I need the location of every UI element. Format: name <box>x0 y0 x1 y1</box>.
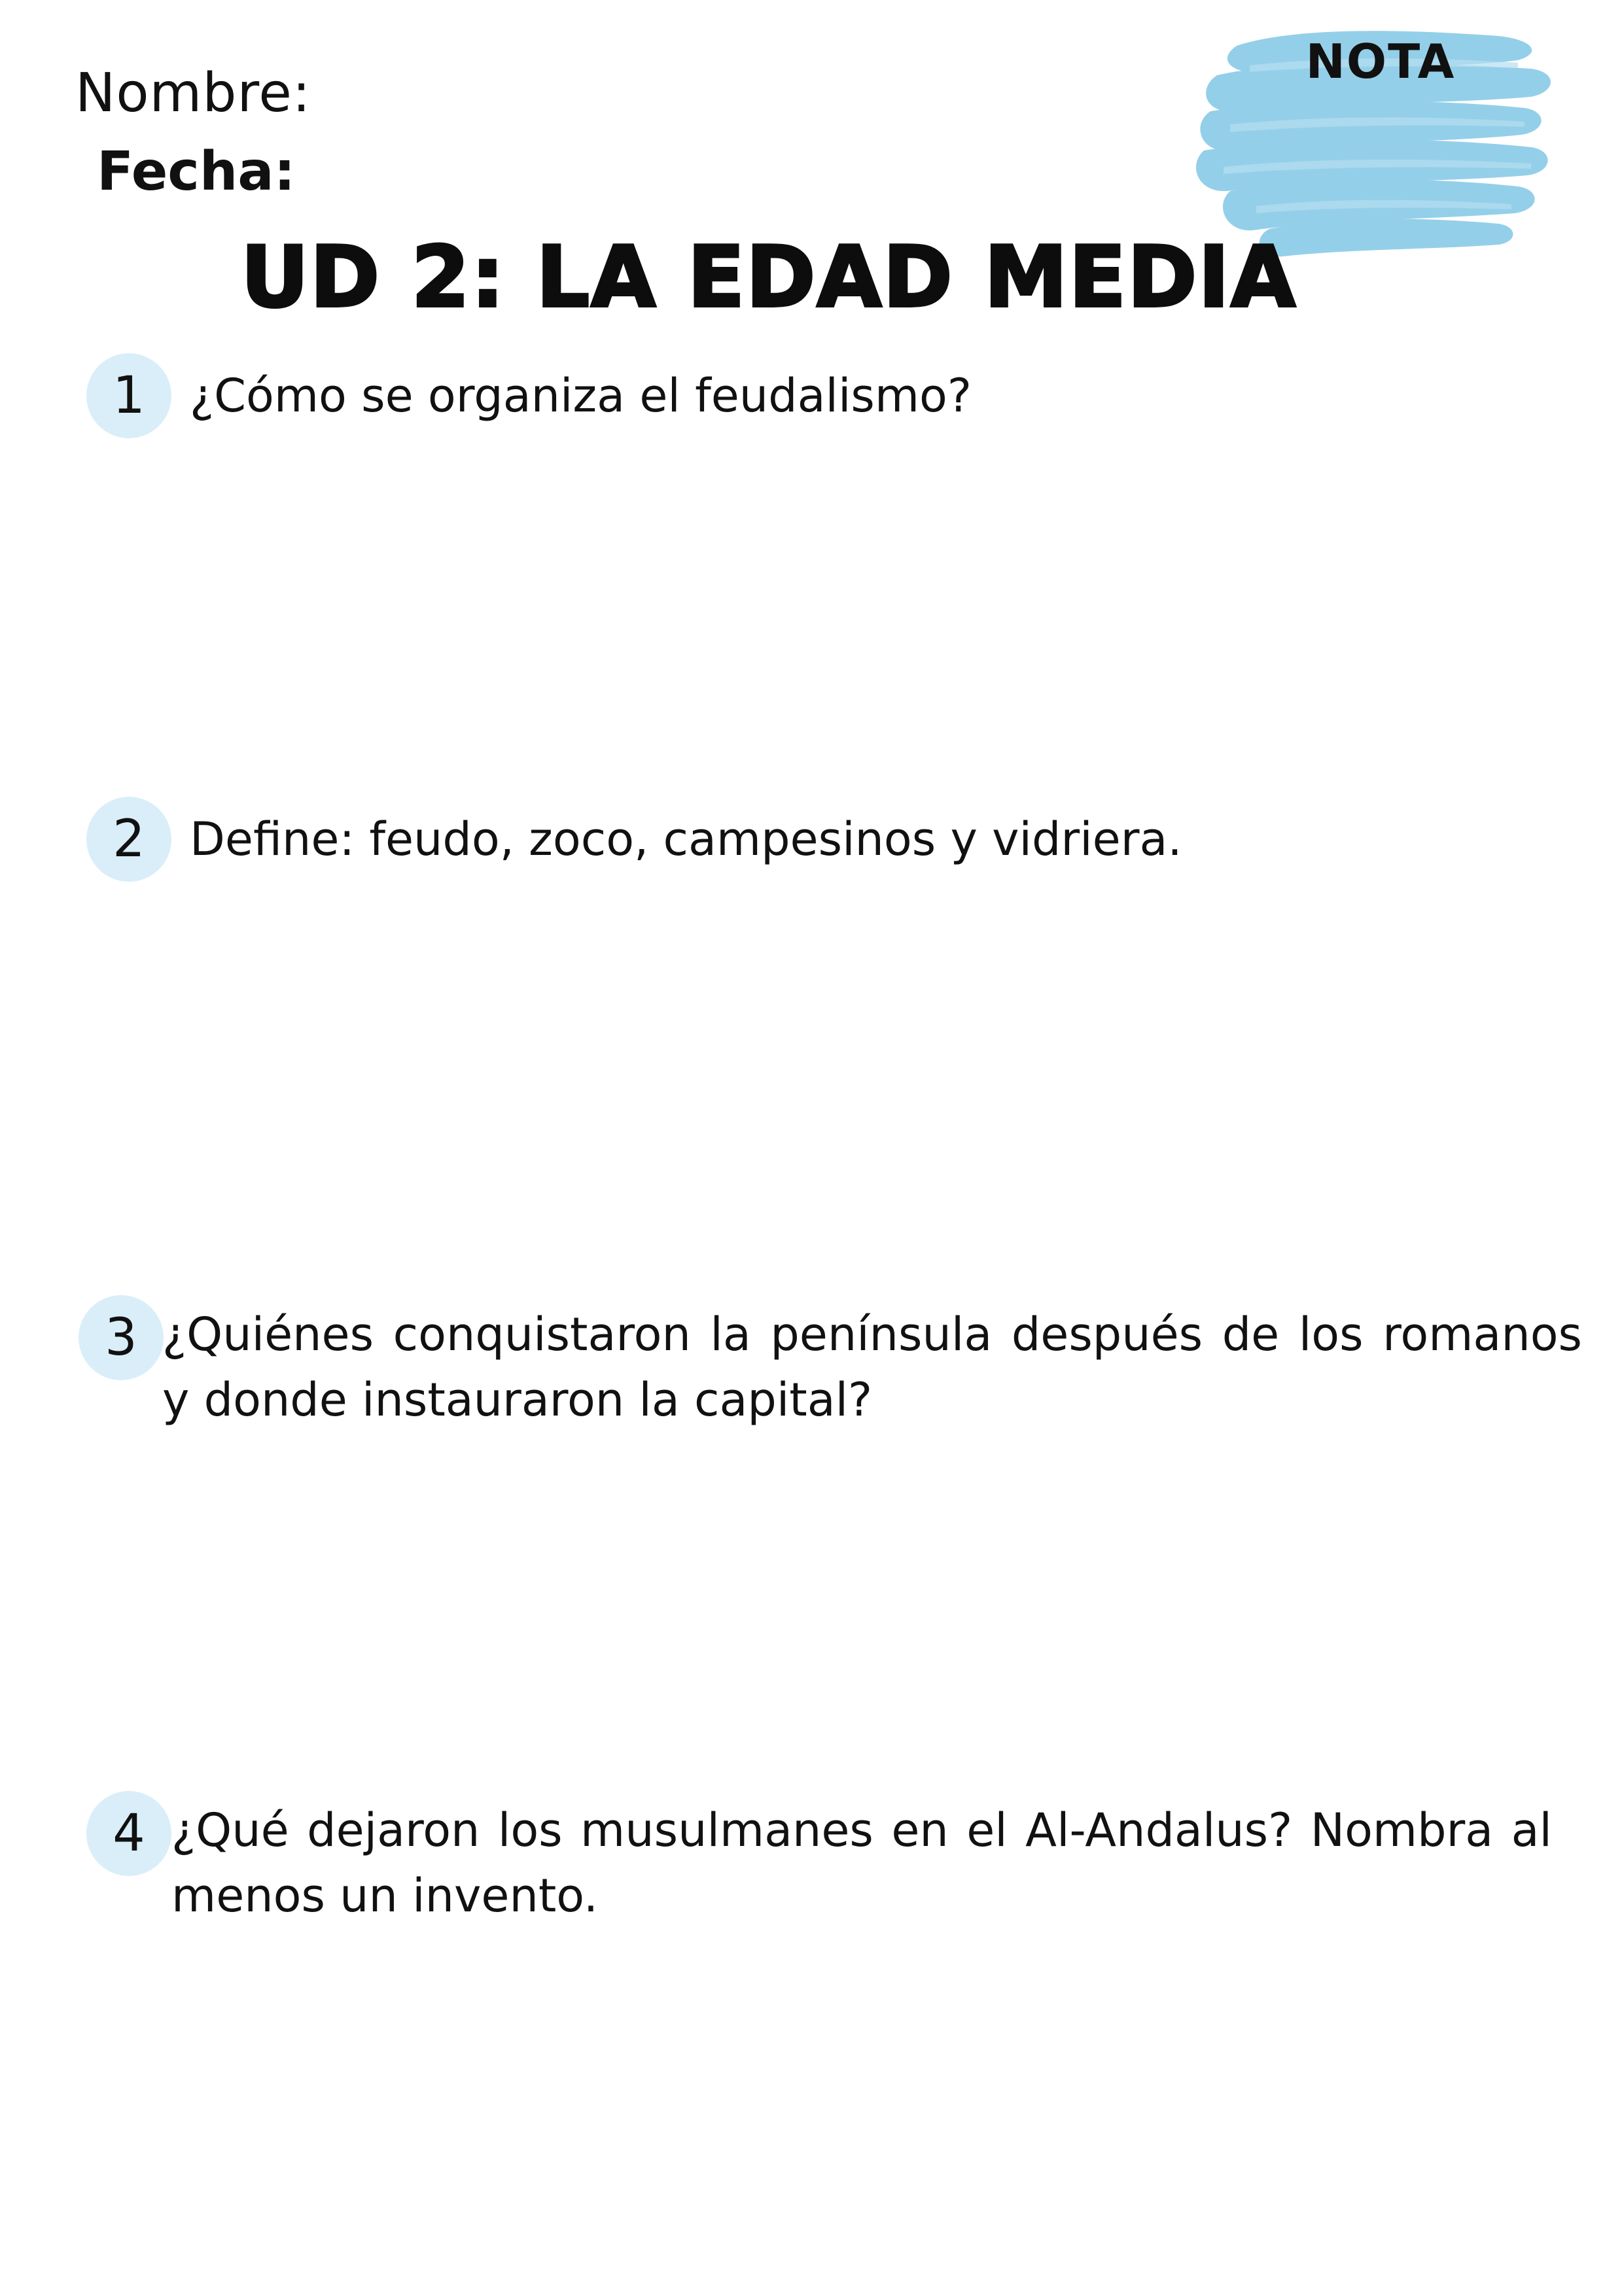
question-text: ¿Quiénes conquistaron la península después de los romanos y donde instauraron la capital? <box>162 1308 1582 1427</box>
question-number-badge: 4 <box>86 1791 171 1876</box>
question-number-badge: 1 <box>86 353 171 438</box>
name-label: Nombre: <box>75 62 311 124</box>
question-text: Define: feudo, zoco, campesinos y vidriera. <box>190 812 1182 866</box>
question-text: ¿Cómo se organiza el feudalismo? <box>190 369 972 423</box>
question-number-badge: 2 <box>86 797 171 882</box>
grade-label: NOTA <box>1305 34 1456 89</box>
question-number-badge: 3 <box>79 1295 164 1380</box>
date-label: Fecha: <box>97 141 296 203</box>
question-text: ¿Qué dejaron los musulmanes en el Al-Andalus? Nombra al menos un invento. <box>171 1803 1552 1922</box>
page-title: UD 2: LA EDAD MEDIA <box>240 229 1297 326</box>
